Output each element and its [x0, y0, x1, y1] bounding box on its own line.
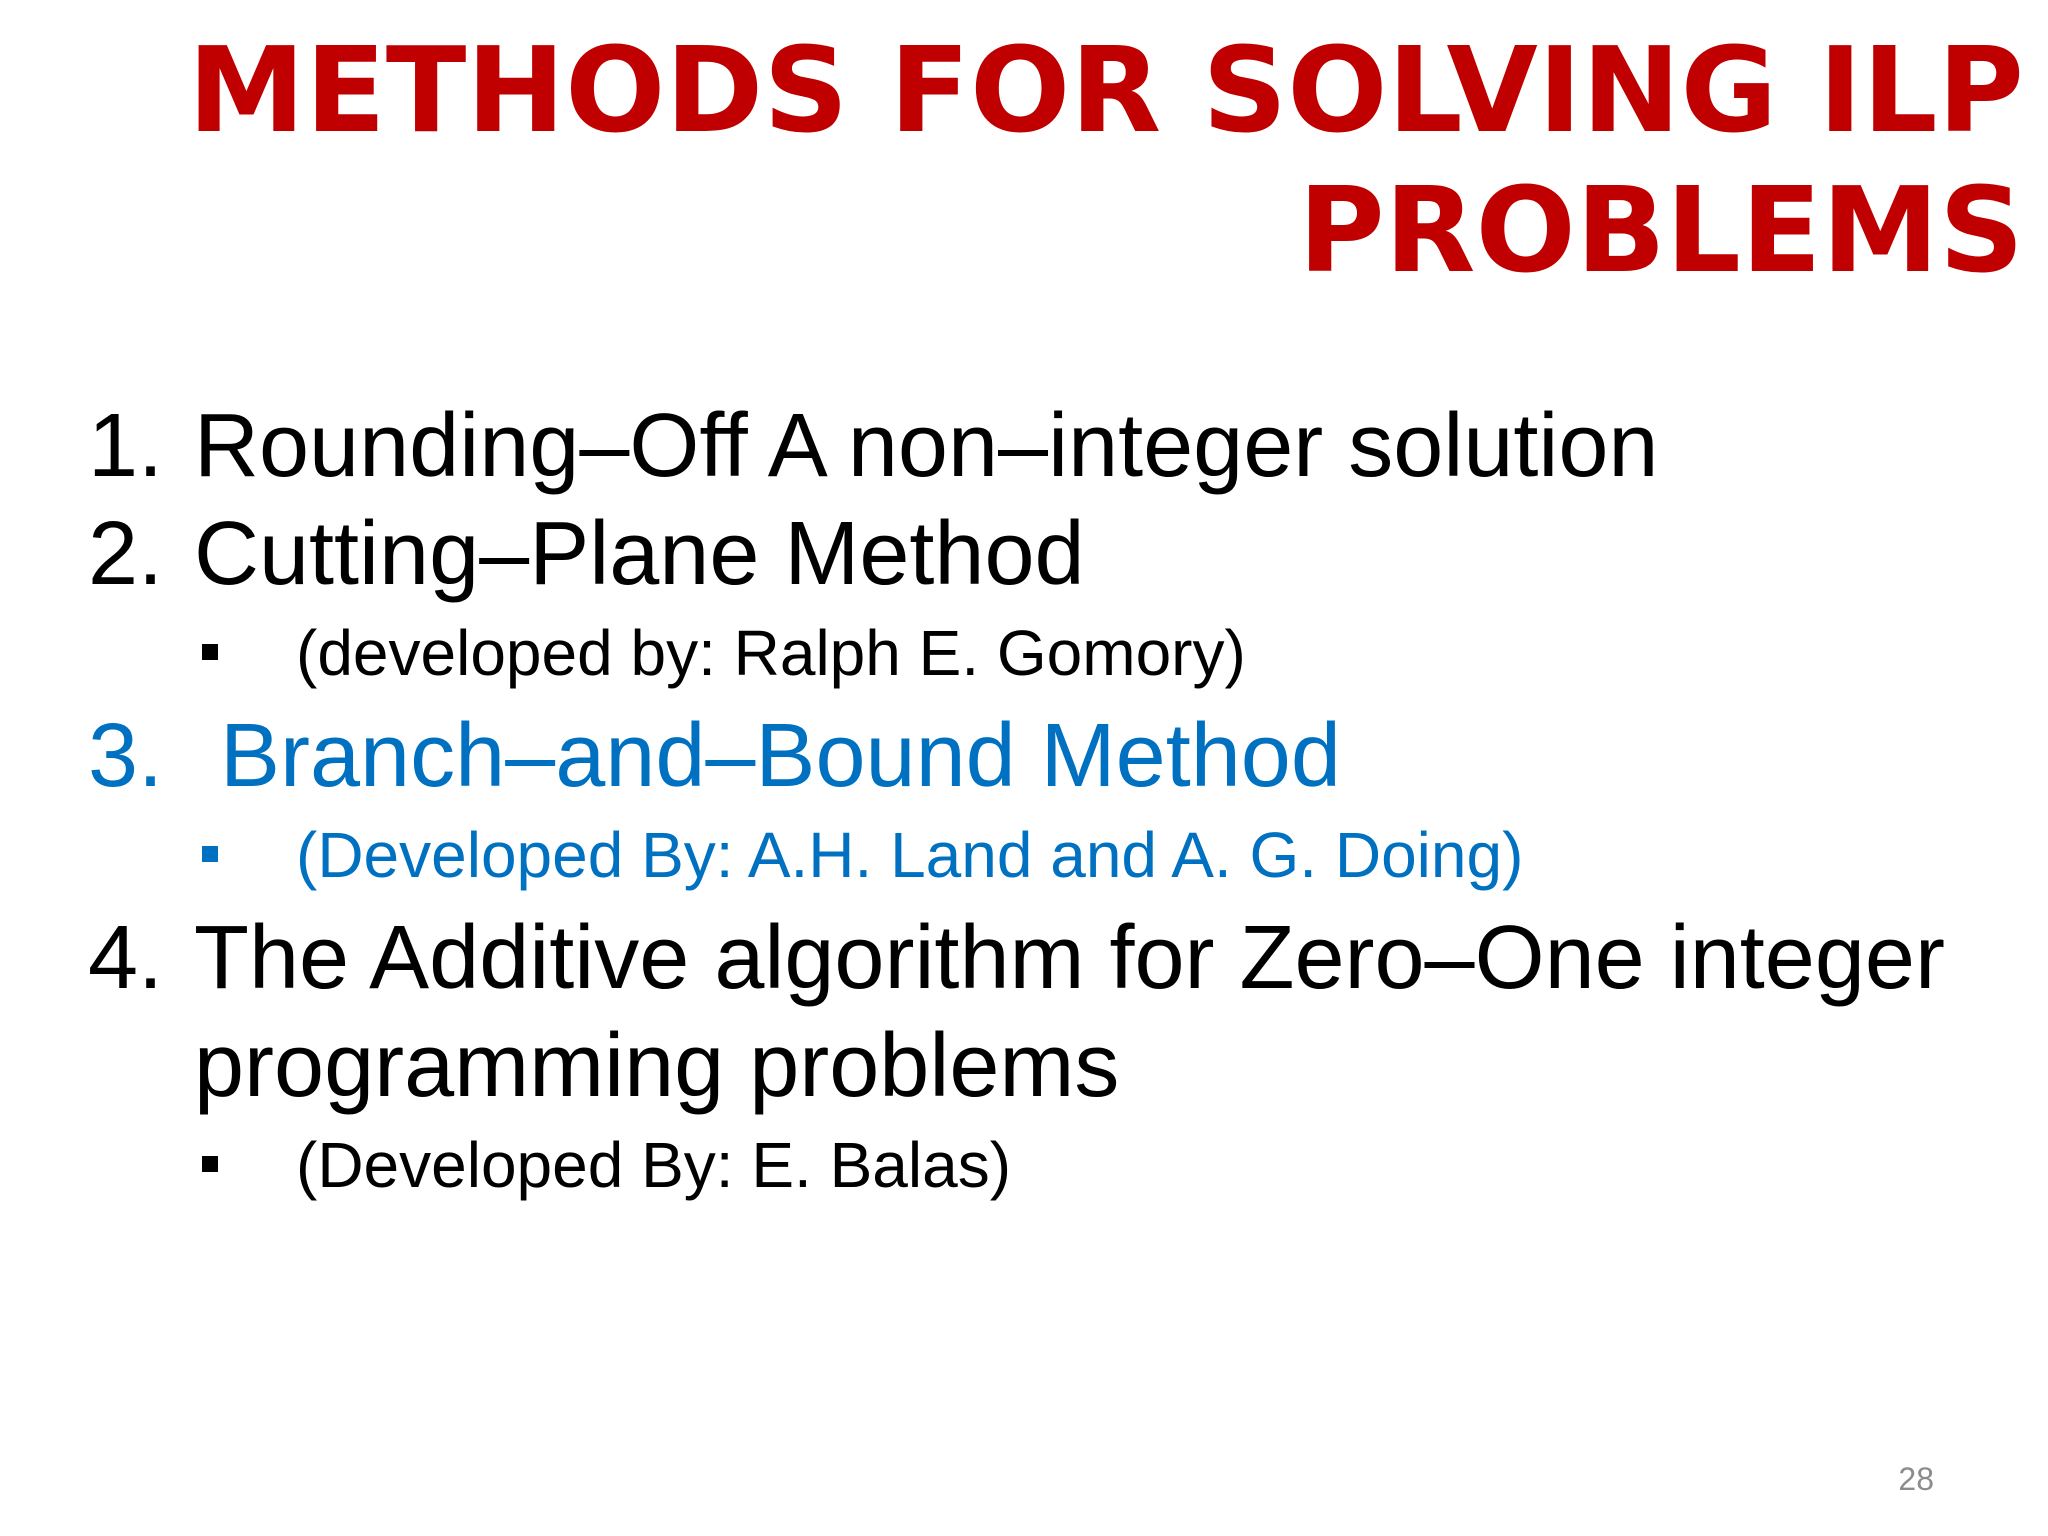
- sub-item-4: [88, 1122, 2018, 1208]
- sub-item-text: (Developed By: E. Balas): [296, 1129, 1011, 1201]
- list-item-2: [88, 500, 2018, 608]
- page-number: 28: [1898, 1461, 1934, 1497]
- item-number: 1.: [88, 396, 164, 496]
- sub-item-3: [88, 812, 2018, 898]
- item-number: 3.: [88, 706, 164, 806]
- square-bullet-icon: [202, 644, 218, 660]
- method-list: [88, 392, 2018, 1214]
- item-text: Branch–and–Bound Method: [220, 706, 1341, 806]
- title-line-1: METHODS FOR SOLVING ILP: [187, 21, 2024, 159]
- title-line-2: PROBLEMS: [1298, 161, 2024, 299]
- list-item-3: [88, 702, 2018, 810]
- item-text: The Additive algorithm for Zero–One integer programming problems: [194, 908, 1945, 1116]
- item-number: 2.: [88, 504, 164, 604]
- sub-item-text: (developed by: Ralph E. Gomory): [296, 617, 1246, 689]
- item-text: Cutting–Plane Method: [194, 504, 1085, 604]
- sub-item-2: [88, 610, 2018, 696]
- item-text: Rounding–Off A non–integer solution: [194, 396, 1659, 496]
- slide-title: [124, 20, 2024, 300]
- item-number: 4.: [88, 908, 164, 1008]
- list-item-1: [88, 392, 2018, 500]
- list-item-4: [88, 904, 2018, 1120]
- sub-item-text: (Developed By: A.H. Land and A. G. Doing): [296, 819, 1524, 891]
- square-bullet-icon: [202, 846, 218, 862]
- square-bullet-icon: [202, 1156, 218, 1172]
